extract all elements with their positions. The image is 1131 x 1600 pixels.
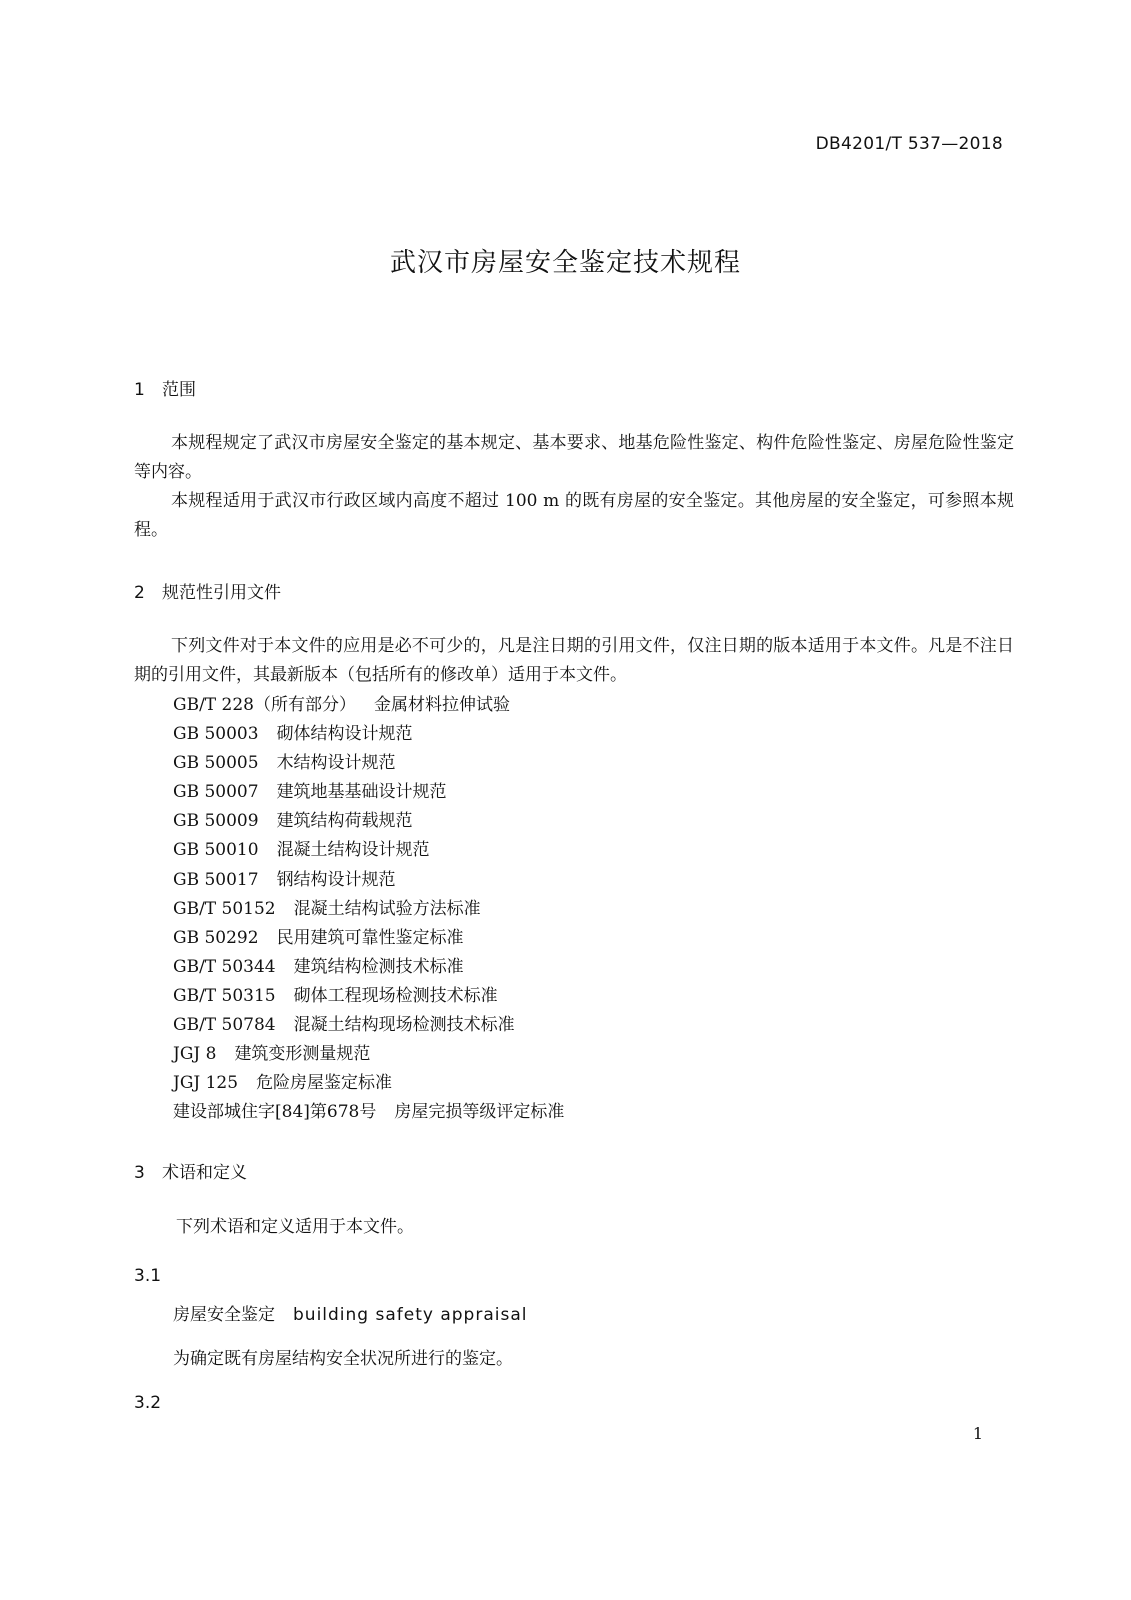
section-title: 范围 — [162, 380, 196, 400]
reference-item — [173, 807, 564, 836]
standard-code: DB4201/T 537—2018 — [815, 134, 1003, 154]
reference-code: GB 50017 — [173, 869, 259, 890]
reference-item — [173, 720, 564, 749]
reference-item — [173, 866, 564, 895]
reference-item — [173, 1098, 564, 1127]
reference-code: GB 50003 — [173, 724, 259, 745]
reference-code: GB 50005 — [173, 753, 259, 774]
section-title: 术语和定义 — [162, 1163, 247, 1183]
term-number: 3.2 — [134, 1393, 162, 1413]
term-heading — [173, 1301, 527, 1330]
reference-item — [173, 1069, 564, 1098]
reference-code: GB 50007 — [173, 782, 259, 803]
paragraph: 下列文件对于本文件的应用是必不可少的，凡是注日期的引用文件，仅注日期的版本适用于本文件。凡是不注日期的引用文件，其最新版本（包括所有的修改单）适用于本文件。 — [134, 636, 1014, 685]
reference-name: 砌体工程现场检测技术标准 — [293, 985, 498, 1006]
reference-code: GB/T 50784 — [173, 1015, 276, 1036]
reference-name: 混凝土结构试验方法标准 — [293, 898, 481, 919]
section-number: 3 — [134, 1163, 145, 1183]
reference-code: GB 50009 — [173, 811, 259, 832]
reference-name: 民用建筑可靠性鉴定标准 — [276, 927, 464, 948]
page-number: 1 — [972, 1424, 983, 1443]
reference-item — [173, 982, 564, 1011]
reference-code: GB/T 50344 — [173, 956, 276, 977]
reference-item — [173, 953, 564, 982]
reference-name: 钢结构设计规范 — [276, 869, 396, 890]
reference-name: 混凝土结构现场检测技术标准 — [293, 1015, 515, 1036]
section-heading-2 — [134, 578, 281, 603]
term-number: 3.1 — [134, 1266, 162, 1286]
reference-code: 建设部城住字[84]第678号 — [173, 1102, 377, 1123]
reference-code: GB/T 228（所有部分） — [173, 695, 356, 715]
reference-name: 建筑地基基础设计规范 — [276, 782, 447, 803]
reference-name: 房屋完损等级评定标准 — [394, 1102, 565, 1123]
section-number: 2 — [134, 583, 145, 603]
reference-name: 建筑变形测量规范 — [234, 1044, 371, 1065]
reference-list — [173, 691, 564, 1127]
reference-code: GB/T 50152 — [173, 898, 276, 919]
section-heading-3 — [134, 1158, 247, 1183]
reference-name: 危险房屋鉴定标准 — [256, 1073, 393, 1094]
reference-name: 砌体结构设计规范 — [276, 724, 413, 745]
section-title: 规范性引用文件 — [162, 583, 281, 603]
reference-item — [173, 1011, 564, 1040]
term-english: building safety appraisal — [293, 1305, 528, 1325]
reference-name: 木结构设计规范 — [276, 753, 396, 774]
document-title: 武汉市房屋安全鉴定技术规程 — [389, 248, 741, 278]
reference-code: GB 50292 — [173, 927, 259, 948]
reference-name: 建筑结构检测技术标准 — [293, 956, 464, 977]
reference-item — [173, 749, 564, 778]
reference-item — [173, 924, 564, 953]
section-number: 1 — [134, 380, 145, 400]
reference-name: 建筑结构荷载规范 — [276, 811, 413, 832]
reference-item — [173, 895, 564, 924]
section-heading-1 — [134, 375, 196, 400]
reference-code: GB/T 50315 — [173, 985, 276, 1006]
reference-item — [173, 691, 564, 720]
section-intro: 下列术语和定义适用于本文件。 — [176, 1217, 414, 1237]
reference-code: JGJ 8 — [173, 1044, 217, 1065]
reference-code: GB 50010 — [173, 840, 259, 861]
term-chinese: 房屋安全鉴定 — [173, 1305, 275, 1325]
reference-name: 金属材料拉伸试验 — [374, 695, 510, 715]
reference-name: 混凝土结构设计规范 — [276, 840, 430, 861]
reference-item — [173, 836, 564, 865]
reference-item — [173, 1040, 564, 1069]
paragraph: 本规程适用于武汉市行政区域内高度不超过 100 m 的既有房屋的安全鉴定。其他房屋的安全鉴定，可参照本规程。 — [134, 491, 1014, 540]
reference-code: JGJ 125 — [173, 1073, 239, 1094]
term-definition: 为确定既有房屋结构安全状况所进行的鉴定。 — [173, 1349, 513, 1369]
reference-item — [173, 778, 564, 807]
paragraph: 本规程规定了武汉市房屋安全鉴定的基本规定、基本要求、地基危险性鉴定、构件危险性鉴定、房屋危险性鉴定等内容。 — [134, 433, 1014, 482]
